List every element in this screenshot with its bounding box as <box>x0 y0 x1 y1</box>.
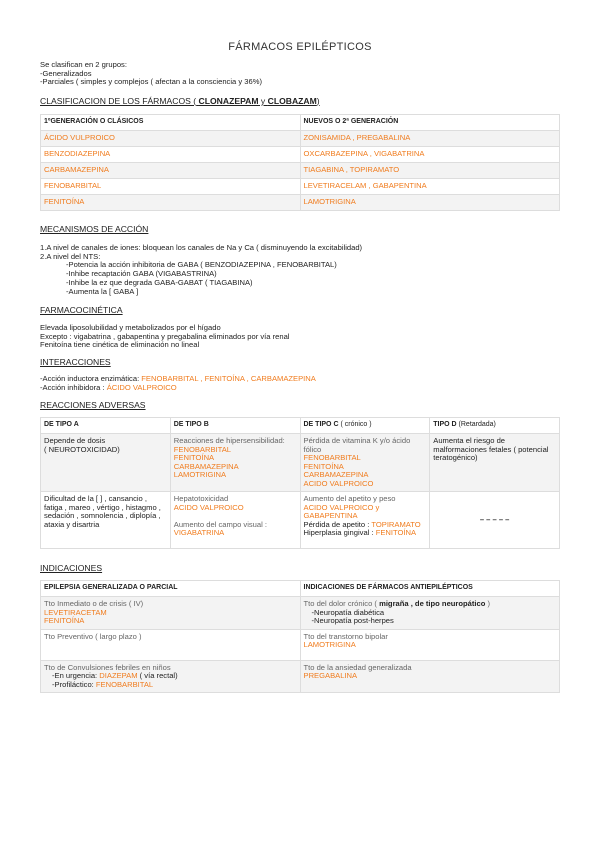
text: ) <box>316 96 320 106</box>
table-header <box>430 418 560 434</box>
text: (Retardada) <box>456 421 496 429</box>
table-cell: ZONISAMIDA , PREGABALINA <box>300 131 560 147</box>
text: TOPIRAMATO <box>371 519 421 529</box>
text: Hepatotoxicidad <box>173 494 229 503</box>
table-row <box>41 147 560 163</box>
text <box>40 384 560 393</box>
text <box>40 580 560 693</box>
text: ) <box>485 599 491 608</box>
text: DE TIPO C <box>303 421 339 429</box>
text <box>41 581 560 597</box>
text: VIGABATRINA <box>173 528 225 537</box>
text: TIPO D <box>433 421 457 429</box>
interacciones-heading: INTERACCIONES <box>40 357 111 367</box>
table-cell <box>300 434 430 492</box>
table-cell: ÁCIDO VULPROICO <box>41 131 301 147</box>
table-row <box>41 597 560 630</box>
text: DIAZEPAM <box>99 671 138 680</box>
farmacocinetica-list <box>40 324 560 350</box>
text: FENITOÍNA <box>303 461 344 471</box>
text: -Neuropatía diabética <box>311 607 385 617</box>
text: -Inhibe la ez que degrada GABA-GABAT ( TIAGABINA) <box>66 277 253 287</box>
text: -Inhibe recaptación GABA (VIGABASTRINA) <box>66 269 217 279</box>
clasificacion-table <box>40 114 560 211</box>
text: LAMOTRIGINA <box>173 470 227 479</box>
text: Reacciones de hipersensibilidad: <box>173 436 285 445</box>
text <box>40 114 560 211</box>
table-cell <box>300 492 430 549</box>
text: Tto de la ansiedad generalizada <box>303 662 412 672</box>
text <box>41 581 560 693</box>
text: FENOBARBITAL <box>173 444 231 454</box>
table-cell: LAMOTRIGINA <box>300 195 560 211</box>
text: LEVETIRACETAM <box>44 607 107 617</box>
text: PREGABALINA <box>303 671 358 680</box>
table-cell <box>300 660 560 693</box>
text: Aumento del apetito y peso <box>303 494 396 503</box>
text: Depende de dosis <box>44 436 106 445</box>
intro <box>40 61 560 87</box>
text: DE TIPO A <box>44 421 79 429</box>
text: CLASIFICACION DE LOS FÁRMACOS ( <box>40 96 197 106</box>
table-cell <box>170 434 300 492</box>
table-cell: FENOBARBITAL <box>41 179 301 195</box>
text: -Acción inhibidora : <box>40 382 107 392</box>
text <box>304 529 427 538</box>
table-cell: CARBAMAZEPINA <box>41 163 301 179</box>
table-cell <box>41 434 171 492</box>
table-cell: TIAGABINA , TOPIRAMATO <box>300 163 560 179</box>
table-cell <box>41 660 301 693</box>
text: ( NEUROTOXICIDAD) <box>44 444 120 454</box>
text: Tto del dolor crónico ( <box>303 599 380 608</box>
text: Tto Inmediato o de crisis ( IV) <box>44 599 144 608</box>
table-cell: LEVETIRACELAM , GABAPENTINA <box>300 179 560 195</box>
text <box>41 418 560 549</box>
table-header <box>170 418 300 434</box>
text: ACIDO VALPROICO <box>173 502 244 512</box>
text: ACIDO VALPROICO <box>303 478 374 488</box>
text: CARBAMAZEPINA <box>173 461 239 471</box>
text: Elevada liposolubilidad y metabolizados por el hígado <box>40 323 221 332</box>
table-cell: BENZODIAZEPINA <box>41 147 301 163</box>
text <box>41 418 560 434</box>
reacciones-heading: REACCIONES ADVERSAS <box>40 400 146 410</box>
interacciones-list <box>40 375 560 392</box>
text: migraña , de tipo neuropático <box>379 599 486 608</box>
text: DE TIPO B <box>173 421 209 429</box>
intro-line: Se clasifican en 2 grupos: <box>40 60 127 69</box>
text: Tto de Convulsiones febriles en niños <box>44 662 171 672</box>
text: CARBAMAZEPINA <box>303 470 369 479</box>
table-cell: Dificultad de la [ ] , cansancio , fatiga , mareo , vértigo , histagmo , sedación , somnolencia , diplopía , ataxia y disartria <box>41 492 171 549</box>
table-cell <box>41 597 301 630</box>
reacciones-table <box>40 417 560 549</box>
text: ( crónico ) <box>338 421 372 429</box>
text: -Profiláctico: <box>52 679 96 689</box>
table-header: 1ºGENERACIÓN O CLÁSICOS <box>41 115 301 131</box>
indicaciones-heading: INDICACIONES <box>40 563 103 573</box>
text: Pérdida de apetito : <box>303 519 372 529</box>
text: 1.A nivel de canales de iones: bloquean los canales de Na y Ca ( disminuyendo la excitabilidad) <box>40 243 363 252</box>
mecanismos-list <box>40 244 560 296</box>
text: CLOBAZAM <box>267 96 317 106</box>
table-cell: – – – – – <box>430 492 560 549</box>
text: ( vía rectal) <box>137 671 178 680</box>
text: Tto del transtorno bipolar <box>303 631 388 641</box>
clasificacion-heading <box>40 96 560 106</box>
text: Aumento del campo visual : <box>173 519 268 529</box>
table-row <box>41 492 560 549</box>
text: FENOBARBITAL <box>95 679 154 689</box>
table-row <box>41 195 560 211</box>
text: ACIDO VALPROICO y GABAPENTINA <box>303 502 380 520</box>
table-row <box>41 131 560 147</box>
table-cell <box>300 597 560 630</box>
table-row <box>41 660 560 693</box>
mecanismos-heading: MECANISMOS DE ACCIÓN <box>40 224 149 234</box>
table-header <box>41 418 171 434</box>
table-row <box>41 434 560 492</box>
table-cell: OXCARBAZEPINA , VIGABATRINA <box>300 147 560 163</box>
text: FENITOÍNA <box>375 528 417 537</box>
table-row <box>41 179 560 195</box>
table-cell <box>170 492 300 549</box>
table-header: NUEVOS O 2ª GENERACIÓN <box>300 115 560 131</box>
table-row <box>41 629 560 660</box>
farmacocinetica-heading: FARMACOCINÉTICA <box>40 305 123 315</box>
text: ÁCIDO VALPROICO <box>106 382 177 392</box>
text: y <box>258 96 268 106</box>
text: 2.A nivel del NTS: <box>40 251 101 261</box>
text: FENOBARBITAL <box>303 453 361 462</box>
table-header: INDICACIONES DE FÁRMACOS ANTIEPILÉPTICOS <box>300 581 560 597</box>
table-header <box>300 418 430 434</box>
text: CLONAZEPAM <box>198 96 259 106</box>
text: -Potencia la acción inhibitoria de GABA ( BENZODIAZEPINA , FENOBARBITAL) <box>66 260 337 270</box>
text: Pérdida de vitamina K y/o ácido fólico <box>303 436 411 454</box>
table-cell: Aumenta el riesgo de malformaciones fetales ( potencial teratogénico) <box>430 434 560 492</box>
intro-line: -Parciales ( simples y complejos ( afectan a la consciencia y 36%) <box>40 77 262 87</box>
text: -Aumenta la [ GABA ] <box>66 286 139 296</box>
text: LAMOTRIGINA <box>303 640 356 649</box>
text: FENOBARBITAL , FENITOÍNA , CARBAMAZEPINA <box>141 374 316 383</box>
text <box>41 115 560 211</box>
text: Fenitoína tiene cinética de eliminación no lineal <box>40 340 200 350</box>
text <box>40 417 560 549</box>
text: Hiperplasia gingival : <box>303 528 376 537</box>
text <box>41 115 560 131</box>
text: -Acción inductora enzimática: <box>40 374 142 383</box>
table-cell: FENITOÍNA <box>41 195 301 211</box>
table-cell <box>300 629 560 660</box>
text: FENITOÍNA <box>44 616 85 625</box>
text <box>44 681 297 690</box>
table-cell: Tto Preventivo ( largo plazo ) <box>41 629 301 660</box>
page-title: FÁRMACOS EPILÉPTICOS <box>228 41 372 53</box>
text: -Neuropatía post-herpes <box>311 616 394 625</box>
indicaciones-table <box>40 580 560 693</box>
table-header: EPILEPSIA GENERALIZADA O PARCIAL <box>41 581 301 597</box>
table-row <box>41 163 560 179</box>
intro-line: -Generalizados <box>40 68 92 78</box>
text: -En urgencia: <box>52 671 100 680</box>
text: Excepto : vigabatrina , gabapentina y pregabalina eliminados por vía renal <box>40 331 290 341</box>
text: FENITOÍNA <box>173 453 215 462</box>
